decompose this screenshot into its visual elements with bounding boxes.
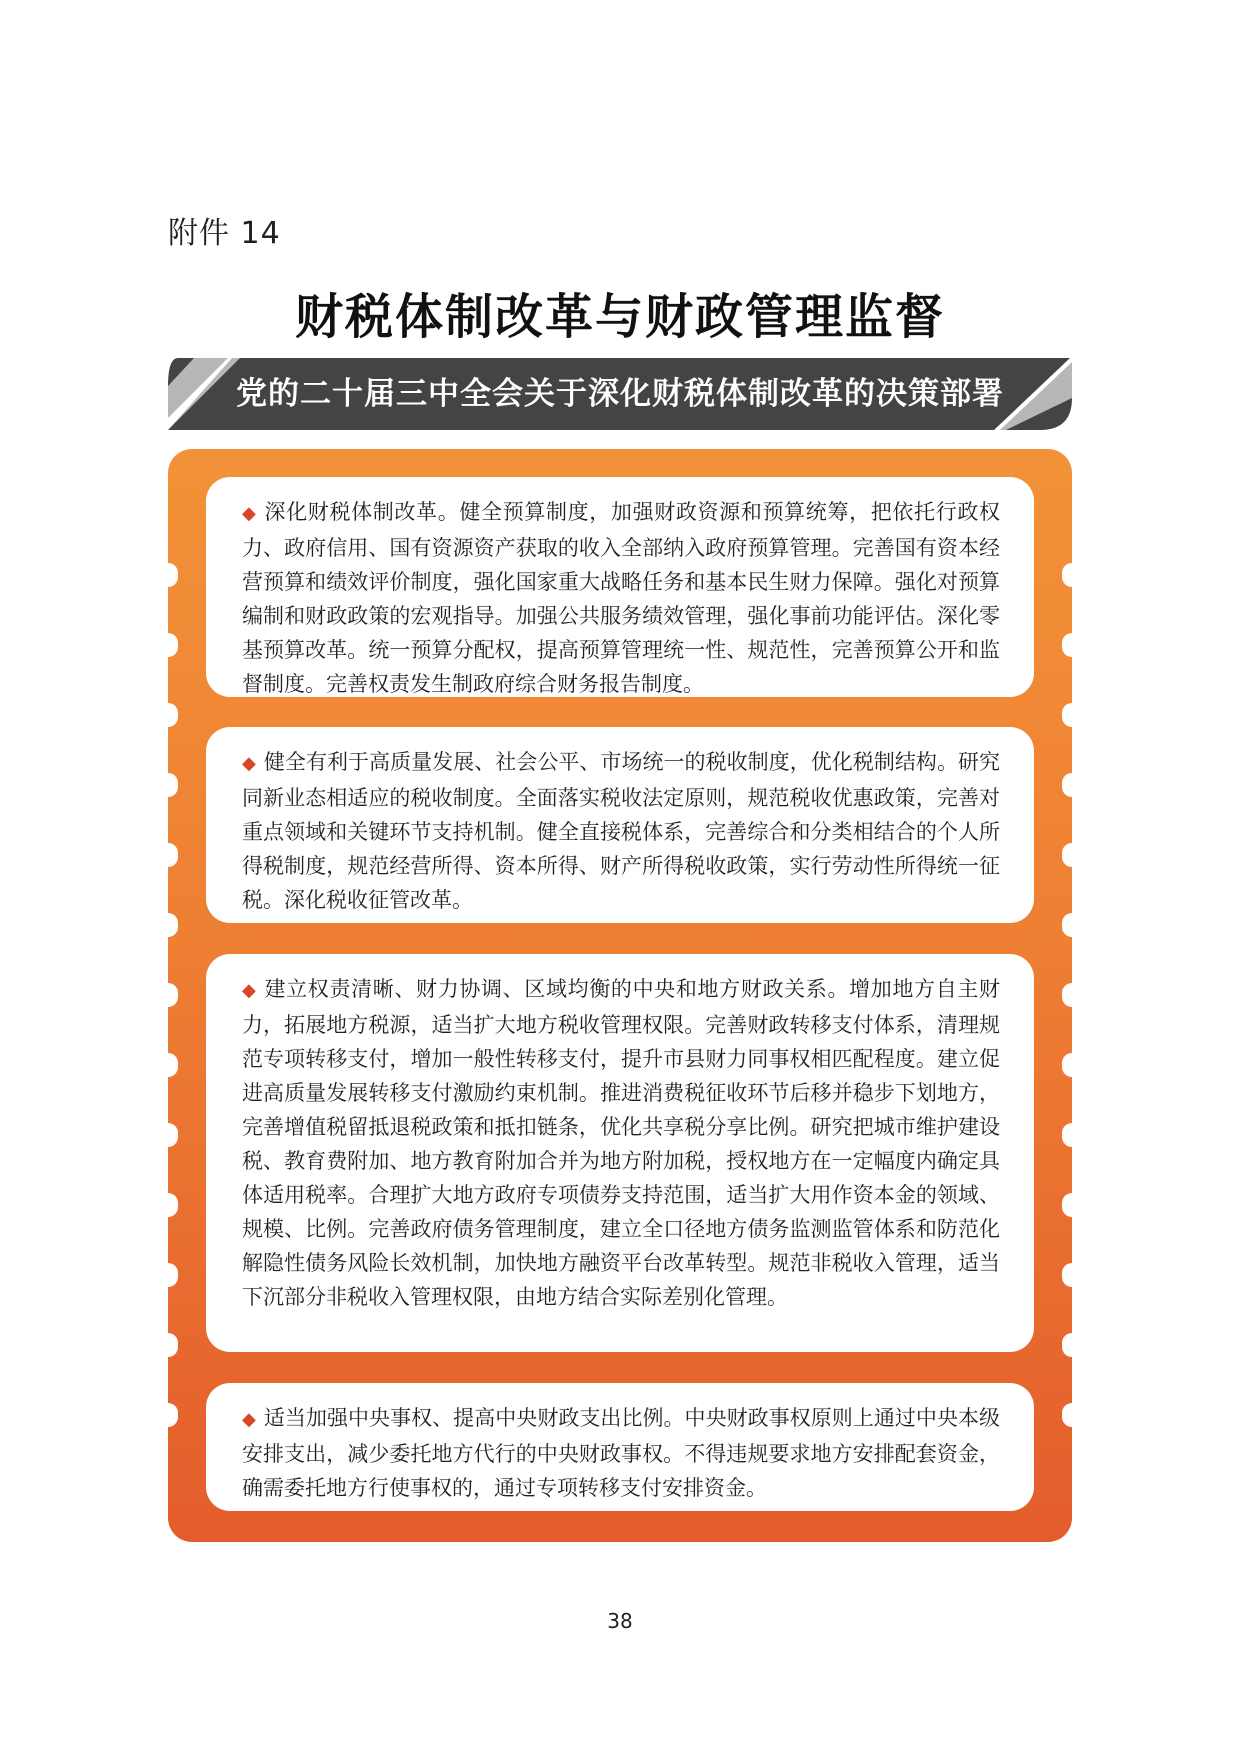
panel-notch	[158, 633, 178, 657]
policy-card	[206, 954, 1034, 1352]
policy-paragraph	[242, 1401, 1000, 1505]
panel-notch	[158, 913, 178, 937]
panel-notch	[1062, 913, 1082, 937]
policy-paragraph	[242, 495, 1000, 701]
annex-label: 附件 14	[168, 216, 281, 251]
panel-notch	[158, 773, 178, 797]
page-title: 财税体制改革与财政管理监督	[294, 289, 945, 345]
panel-notch	[158, 1193, 178, 1217]
panel-notch	[1062, 633, 1082, 657]
policy-text: 健全有利于高质量发展、社会公平、市场统一的税收制度，优化税制结构。研究同新业态相适应的税收制度。全面落实税收法定原则，规范税收优惠政策，完善对重点领域和关键环节支持机制。健全直接税体系，完善综合和分类相结合的个人所得税制度，规范经营所得、资本所得、财产所得税收政策，实行劳动性所得统一征税。深化税收征管改革。	[242, 750, 1001, 912]
panel-notch	[158, 703, 178, 727]
panel-notch	[158, 1123, 178, 1147]
panel-notch	[1062, 1403, 1082, 1427]
panel-notch	[158, 983, 178, 1007]
panel-notch	[158, 563, 178, 587]
diamond-bullet-icon: ◆	[242, 980, 257, 1001]
panel-notch	[1062, 563, 1082, 587]
policy-card	[206, 1383, 1034, 1511]
policy-card	[206, 477, 1034, 697]
diamond-bullet-icon: ◆	[242, 753, 256, 774]
content-panel	[168, 449, 1072, 1542]
panel-notch	[1062, 1193, 1082, 1217]
panel-notch	[158, 1263, 178, 1287]
panel-notch	[1062, 983, 1082, 1007]
page-number: 38	[607, 1609, 633, 1633]
policy-text: 适当加强中央事权、提高中央财政支出比例。中央财政事权原则上通过中央本级安排支出，减少委托地方代行的中央财政事权。不得违规要求地方安排配套资金，确需委托地方行使事权的，通过专项转移支付安排资金。	[242, 1406, 1001, 1500]
diamond-bullet-icon: ◆	[242, 503, 257, 524]
section-banner	[168, 358, 1072, 430]
panel-notch	[1062, 1333, 1082, 1357]
panel-notch	[158, 1403, 178, 1427]
panel-notch	[1062, 1123, 1082, 1147]
policy-card	[206, 727, 1034, 923]
policy-paragraph	[242, 745, 1000, 917]
panel-notch	[1062, 1263, 1082, 1287]
panel-notch	[158, 1053, 178, 1077]
policy-paragraph	[242, 972, 1000, 1314]
panel-notch	[1062, 1053, 1082, 1077]
panel-notch	[158, 1333, 178, 1357]
diamond-bullet-icon: ◆	[242, 1409, 256, 1430]
policy-text: 深化财税体制改革。健全预算制度，加强财政资源和预算统筹，把依托行政权力、政府信用、国有资源资产获取的收入全部纳入政府预算管理。完善国有资本经营预算和绩效评价制度，强化国家重大战略任务和基本民生财力保障。强化对预算编制和财政政策的宏观指导。加强公共服务绩效管理，强化事前功能评估。深化零基预算改革。统一预算分配权，提高预算管理统一性、规范性，完善预算公开和监督制度。完善权责发生制政府综合财务报告制度。	[242, 500, 1001, 696]
panel-notch	[1062, 843, 1082, 867]
policy-text: 建立权责清晰、财力协调、区域均衡的中央和地方财政关系。增加地方自主财力，拓展地方税源，适当扩大地方税收管理权限。完善财政转移支付体系，清理规范专项转移支付，增加一般性转移支付，提升市县财力同事权相匹配程度。建立促进高质量发展转移支付激励约束机制。推进消费税征收环节后移并稳步下划地方，完善增值税留抵退税政策和抵扣链条，优化共享税分享比例。研究把城市维护建设税、教育费附加、地方教育附加合并为地方附加税，授权地方在一定幅度内确定具体适用税率。合理扩大地方政府专项债券支持范围，适当扩大用作资本金的领域、规模、比例。完善政府债务管理制度，建立全口径地方债务监测监管体系和防范化解隐性债务风险长效机制，加快地方融资平台改革转型。规范非税收入管理，适当下沉部分非税收入管理权限，由地方结合实际差别化管理。	[242, 977, 1001, 1309]
banner-title: 党的二十届三中全会关于深化财税体制改革的决策部署	[236, 376, 1004, 412]
panel-notch	[158, 843, 178, 867]
panel-notch	[1062, 703, 1082, 727]
panel-notch	[1062, 773, 1082, 797]
